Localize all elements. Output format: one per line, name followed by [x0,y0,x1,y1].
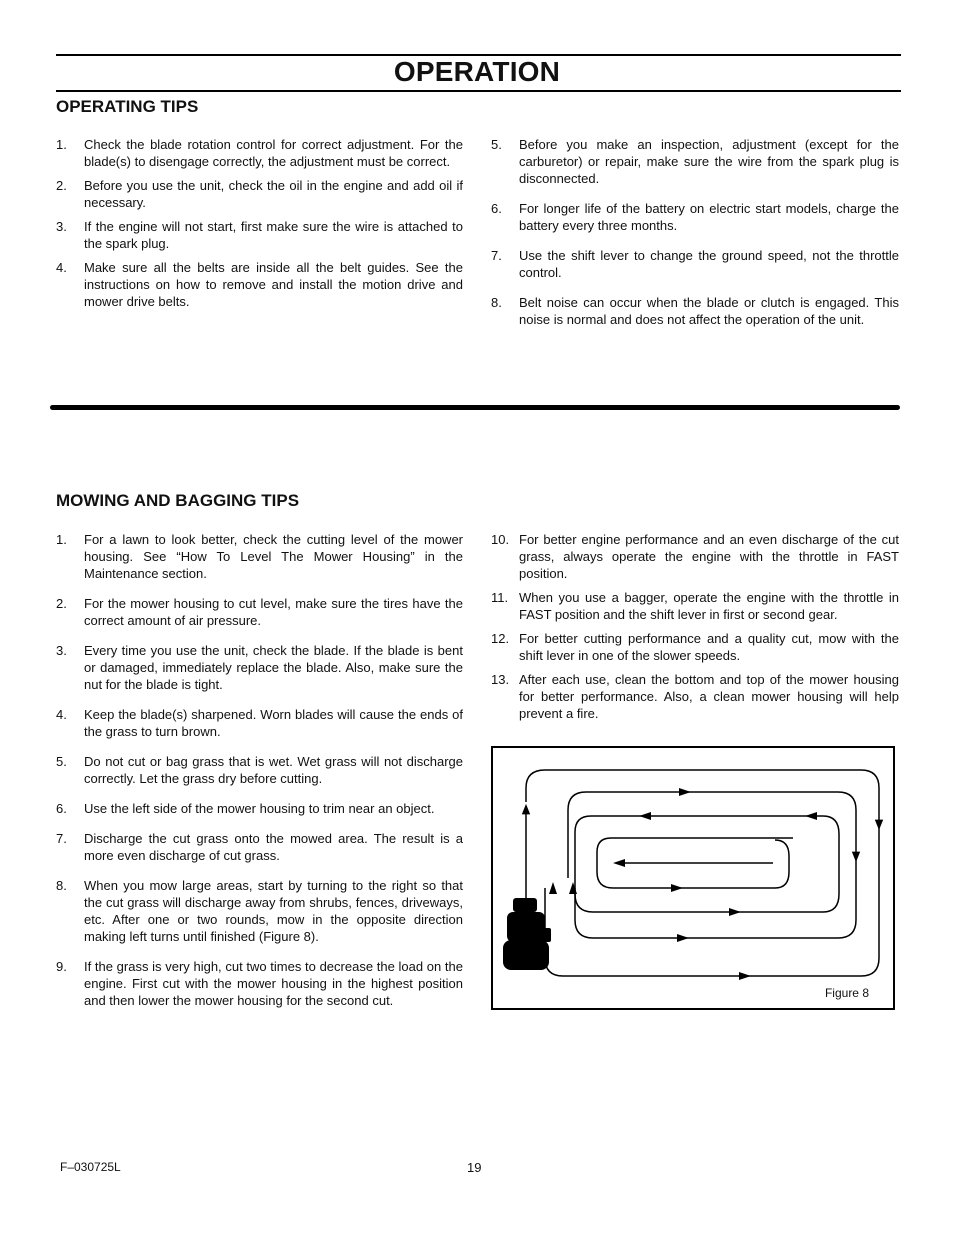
list-item-text: For longer life of the battery on electric start models, charge the battery every three months. [519,201,899,233]
list-item [56,136,463,170]
list-item [56,642,463,693]
mowing-pattern-diagram [493,748,893,1008]
operating-tips-heading: OPERATING TIPS [56,97,199,116]
list-item [56,753,463,787]
list-item [491,294,899,328]
title-underline [56,90,901,92]
list-item [491,630,899,664]
list-item-number: 12. [491,631,510,646]
list-item-number: 4. [56,260,67,275]
list-item-text: For better engine performance and an even discharge of the cut grass, always operate the engine with the throttle in FAST position. [519,532,899,581]
list-item [491,531,899,582]
list-item-number: 2. [56,596,67,611]
figure-8-box [491,746,895,1010]
list-item [56,259,463,310]
operating-tips-list-left [56,136,463,317]
list-item-number: 2. [56,178,67,193]
list-item-text: Use the left side of the mower housing to trim near an object. [84,801,435,816]
page-title: OPERATION [393,56,561,87]
list-item-number: 11. [491,590,509,605]
list-item [56,958,463,1009]
list-item-text: When you use a bagger, operate the engine with the throttle in FAST position and the shift lever in first or second gear. [519,590,899,622]
list-item-number: 8. [491,295,502,310]
list-item-text: Keep the blade(s) sharpened. Worn blades will cause the ends of the grass to turn brown. [84,707,463,739]
list-item [56,177,463,211]
list-item-text: Before you use the unit, check the oil in the engine and add oil if necessary. [84,178,463,210]
list-item-text: Belt noise can occur when the blade or clutch is engaged. This noise is normal and does not affect the operation of the unit. [519,295,899,327]
list-item-number: 1. [56,137,67,152]
list-item-text: For a lawn to look better, check the cutting level of the mower housing. See “How To Level The Mower Housing” in the Maintenance section. [84,532,463,581]
figure-caption: Figure 8 [824,986,869,1000]
section-divider [50,405,900,410]
list-item-number: 13. [491,672,510,687]
list-item-number: 6. [56,801,67,816]
list-item [491,136,899,187]
list-item-number: 5. [491,137,502,152]
list-item-text: Do not cut or bag grass that is wet. Wet grass will not discharge correctly. Let the grass dry before cutting. [84,754,463,786]
list-item [56,830,463,864]
list-item [491,589,899,623]
document-code: F–030725L [60,1160,121,1174]
list-item-number: 7. [491,248,502,263]
list-item-number: 9. [56,959,67,974]
list-item-number: 5. [56,754,67,769]
list-item-number: 8. [56,878,67,893]
list-item-text: For better cutting performance and a quality cut, mow with the shift lever in one of the slower speeds. [519,631,899,663]
list-item-text: If the engine will not start, first make sure the wire is attached to the spark plug. [84,219,463,251]
mowing-tips-list-left [56,531,463,1022]
page-number: 19 [467,1160,482,1175]
list-item-text: Check the blade rotation control for correct adjustment. For the blade(s) to disengage correctly, the adjustment must be correct. [84,137,463,169]
mowing-tips-list-right [491,531,899,729]
list-item-text: After each use, clean the bottom and top of the mower housing for better performance. Also, a clean mower housing will help prevent a fire. [519,672,899,721]
list-item-text: If the grass is very high, cut two times to decrease the load on the engine. First cut with the mower housing in the highest position and then lower the mower housing for the second cut. [84,959,463,1008]
list-item [56,595,463,629]
list-item-number: 10. [491,532,510,547]
mowing-tips-heading: MOWING AND BAGGING TIPS [56,491,300,510]
list-item-text: When you mow large areas, start by turning to the right so that the cut grass will discharge away from shrubs, fences, driveways, etc. After one or two rounds, mow in the opposite direction making left turns until finished (Figure 8). [84,878,463,944]
list-item [491,200,899,234]
list-item-text: Discharge the cut grass onto the mowed area. The result is a more even discharge of cut grass. [84,831,463,863]
list-item-number: 6. [491,201,502,216]
list-item [56,706,463,740]
list-item [491,247,899,281]
list-item-number: 3. [56,643,67,658]
list-item-text: Use the shift lever to change the ground speed, not the throttle control. [519,248,899,280]
list-item-text: For the mower housing to cut level, make sure the tires have the correct amount of air pressure. [84,596,463,628]
list-item-number: 7. [56,831,67,846]
list-item [56,531,463,582]
list-item-text: Every time you use the unit, check the blade. If the blade is bent or damaged, immediately replace the blade. Also, make sure the nut for the blade is tight. [84,643,463,692]
list-item-text: Make sure all the belts are inside all the belt guides. See the instructions on how to remove and install the motion drive and mower drive belts. [84,260,463,309]
tractor-icon [503,898,551,970]
list-item [491,671,899,722]
list-item-number: 4. [56,707,67,722]
operating-tips-list-right [491,136,899,341]
list-item-text: Before you make an inspection, adjustment (except for the carburetor) or repair, make sure the wire from the spark plug is disconnected. [519,137,899,186]
list-item [56,218,463,252]
list-item-number: 3. [56,219,67,234]
list-item-number: 1. [56,532,67,547]
list-item [56,877,463,945]
list-item [56,800,463,817]
